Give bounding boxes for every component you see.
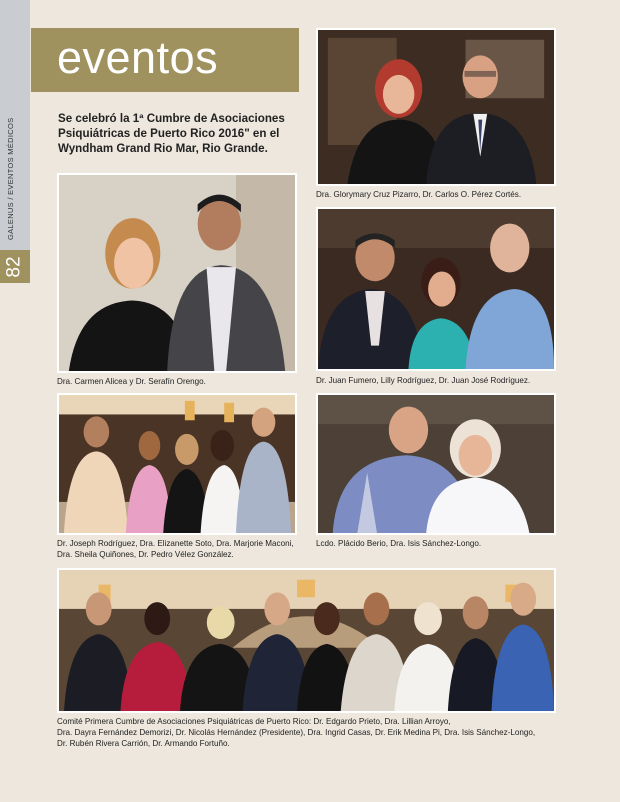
page-number-text: 82 <box>3 255 25 278</box>
photo-6-caption-line-3: Dr. Rubén Rivera Carrión, Dr. Armando Fortuño. <box>57 739 230 748</box>
photo-1 <box>316 28 556 186</box>
photo-4-caption-line-2: Dra. Sheila Quiñones, Dr. Pedro Vélez González. <box>57 550 234 559</box>
photo-4-caption <box>57 538 294 560</box>
photo-6-caption <box>57 716 535 749</box>
photo-1-caption: Dra. Glorymary Cruz Pizarro, Dr. Carlos O. Pérez Cortés. <box>316 190 522 199</box>
photo-5-caption: Lcdo. Plácido Berio, Dra. Isis Sánchez-Longo. <box>316 539 482 548</box>
section-side-label: GALENUS / EVENTOS MÉDICOS <box>6 117 15 240</box>
photo-2 <box>57 173 297 373</box>
photo-5 <box>316 393 556 535</box>
photo-4-caption-line-1: Dr. Joseph Rodríguez, Dra. Elizanette Soto, Dra. Marjorie Maconi, <box>57 539 294 548</box>
photo-2-caption: Dra. Carmen Alicea y Dr. Serafín Orengo. <box>57 377 206 386</box>
section-title: eventos <box>57 32 219 83</box>
page-number <box>0 250 30 283</box>
section-title-bar <box>31 28 299 92</box>
photo-6 <box>57 568 556 713</box>
intro-text: Se celebró la 1ª Cumbre de Asociaciones Psiquiátricas de Puerto Rico 2016" en el Wyndham Grand Rio Mar, Rio Grande. <box>58 112 285 155</box>
side-tab <box>0 0 30 250</box>
photo-6-caption-line-1: Comité Primera Cumbre de Asociaciones Psiquiátricas de Puerto Rico: Dr. Edgardo Prieto, Dra. Lillian Arroyo, <box>57 717 451 726</box>
photo-3 <box>316 207 556 371</box>
photo-6-caption-line-2: Dra. Dayra Fernández Demorizi, Dr. Nicolás Hernández (Presidente), Dra. Ingrid Casas, Dr. Erik Medina Pi, Dra. Isis Sánchez-Longo, <box>57 728 536 737</box>
photo-3-caption: Dr. Juan Fumero, Lilly Rodríguez, Dr. Juan José Rodríguez. <box>316 376 531 385</box>
photo-4 <box>57 393 297 535</box>
